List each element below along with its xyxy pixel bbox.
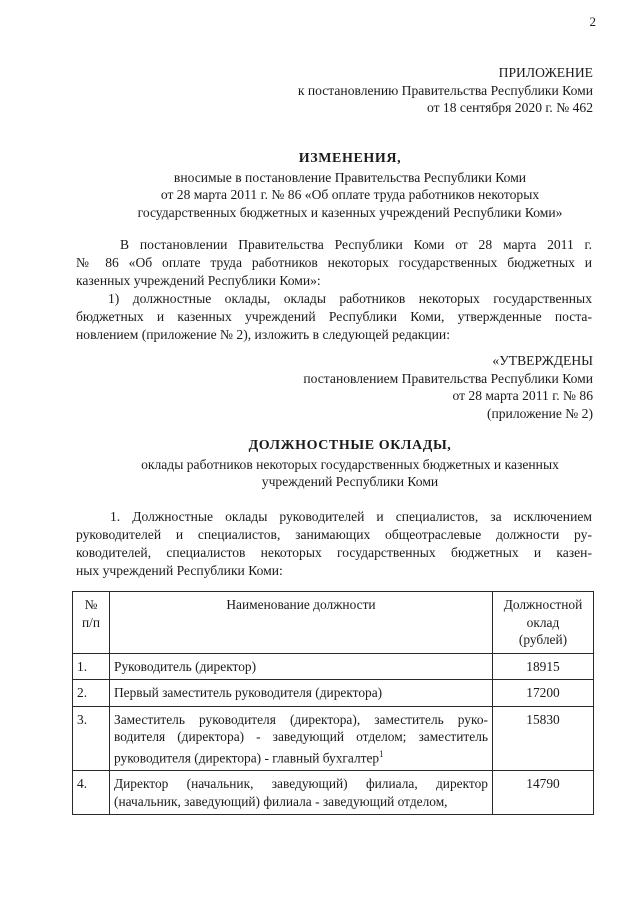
section-1-line-2: руководителей и специалистов, занимающих общеотраслевые должности ру- <box>76 527 592 542</box>
row-number: 1. <box>73 653 110 680</box>
footnote-marker: 1 <box>379 748 384 759</box>
row-position-name <box>110 771 493 815</box>
section-1-line-1: 1. Должностные оклады руководителей и специалистов, за исключением <box>110 509 592 524</box>
header-salary: Должностной оклад (рублей) <box>493 592 594 654</box>
changes-title: ИЗМЕНЕНИЯ, <box>298 151 402 166</box>
position-name-line: Заместитель руководителя (директора), заместитель руко- <box>114 711 488 727</box>
position-name-line: Первый заместитель руководителя (директора) <box>114 685 383 700</box>
table-row <box>73 653 594 680</box>
table-body <box>73 653 594 815</box>
appendix-line-1: к постановлению Правительства Республики Коми <box>297 82 593 98</box>
row-salary: 14790 <box>493 771 594 815</box>
approved-block <box>303 352 593 422</box>
page-number: 2 <box>589 14 596 29</box>
table-row <box>73 771 594 815</box>
appendix-title: ПРИЛОЖЕНИЕ <box>498 65 593 80</box>
salary-table <box>72 591 594 815</box>
approved-line-1: постановлением Правительства Республики Коми <box>303 370 593 386</box>
intro-line-2: № 86 «Об оплате труда работников некоторых государственных бюджетных и <box>76 255 592 270</box>
approved-title: «УТВЕРЖДЕНЫ <box>492 353 593 368</box>
salaries-line-1: оклады работников некоторых государственных бюджетных и казенных <box>141 456 559 472</box>
approved-line-3: (приложение № 2) <box>486 405 593 421</box>
position-name-line: Директор (начальник, заведующий) филиала, директор <box>114 776 488 792</box>
table-row <box>73 680 594 707</box>
changes-line-3: государственных бюджетных и казенных учреждений Республики Коми» <box>137 204 563 220</box>
approved-line-2: от 28 марта 2011 г. № 86 <box>452 388 593 403</box>
intro-item-line-1: 1) должностные оклады, оклады работников некоторых государственных <box>108 291 592 306</box>
section-1-paragraph <box>76 508 592 580</box>
position-name-line: Руководитель (директор) <box>114 658 257 674</box>
row-number: 3. <box>73 706 110 771</box>
intro-line-1: В постановлении Правительства Республики Коми от 28 марта 2011 г. <box>120 237 592 252</box>
row-position-name <box>110 706 493 771</box>
row-position-name <box>110 653 493 680</box>
position-name-line: (начальник, заведующий) филиала - заведующий отделом, <box>114 793 448 809</box>
salaries-title: ДОЛЖНОСТНЫЕ ОКЛАДЫ, <box>248 438 452 453</box>
header-position-name: Наименование должности <box>110 592 493 654</box>
section-1-line-4: ных учреждений Республики Коми: <box>76 563 283 578</box>
row-number: 2. <box>73 680 110 707</box>
row-number: 4. <box>73 771 110 815</box>
header-number: № п/п <box>73 592 110 654</box>
intro-item-line-3: новлением (приложение № 2), изложить в следующей редакции: <box>76 327 450 342</box>
appendix-block <box>298 64 593 117</box>
changes-line-2: от 28 марта 2011 г. № 86 «Об оплате труда работников некоторых <box>160 187 540 202</box>
row-position-name <box>110 680 493 707</box>
row-salary: 17200 <box>493 680 594 707</box>
appendix-line-2: от 18 сентября 2020 г. № 462 <box>426 100 593 115</box>
intro-item-line-2: бюджетных и казенных учреждений Республики Коми, утвержденные поста- <box>76 309 592 324</box>
intro-paragraph <box>76 236 592 344</box>
salaries-line-2: учреждений Республики Коми <box>261 474 439 489</box>
row-salary: 15830 <box>493 706 594 771</box>
intro-line-3: казенных учреждений Республики Коми»: <box>76 273 321 288</box>
position-name-line: руководителя (директора) - главный бухгалтер$^1$ <box>114 748 384 765</box>
row-salary: 18915 <box>493 653 594 680</box>
table-header-row <box>73 592 594 654</box>
changes-line-1: вносимые в постановление Правительства Республики Коми <box>173 169 527 185</box>
section-1-line-3: ководителей, специалистов некоторых государственных бюджетных и казен- <box>76 545 592 560</box>
page-bottom-margin <box>0 828 640 905</box>
changes-block <box>60 150 640 221</box>
table-row <box>73 706 594 771</box>
position-name-line: водителя (директора) - заведующий отделом; заместитель <box>114 729 488 744</box>
salaries-heading <box>60 437 640 491</box>
